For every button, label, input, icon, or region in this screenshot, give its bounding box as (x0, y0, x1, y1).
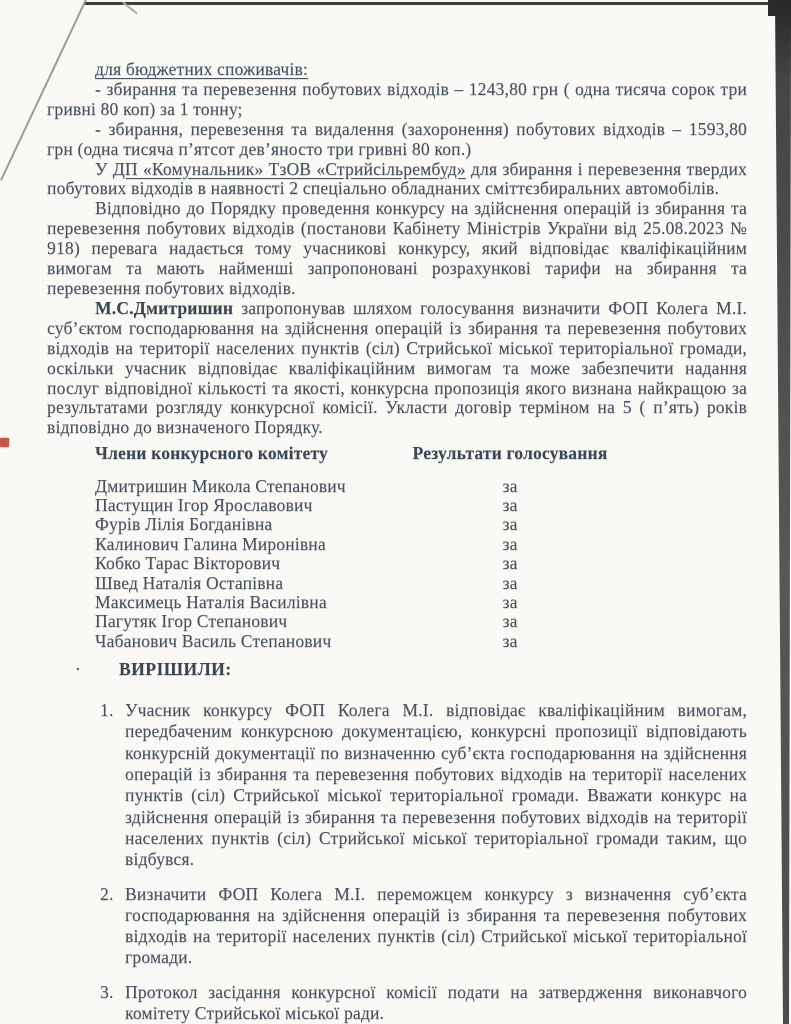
member-name: Максимець Наталія Василівна (95, 592, 327, 613)
member-name: Пагутяк Ігор Степанович (95, 611, 288, 632)
decision-number: 3. (100, 981, 114, 1002)
list-item (100, 982, 747, 1024)
member-name: Калинович Галина Миронівна (95, 533, 326, 554)
table-row (47, 496, 747, 515)
member-name: Кобко Тарас Вікторович (95, 553, 281, 574)
vote-value: за (502, 533, 518, 554)
decisions-list (100, 700, 747, 1024)
member-name: Фурів Лілія Богданівна (95, 514, 273, 535)
scan-right-edge-shadow (771, 0, 791, 1024)
vote-value: за (502, 630, 518, 651)
document-body (47, 60, 747, 1024)
vehicles-suffix: для збирання і перевезення твердих побутових відходів в наявності 2 спеціально обладнаних сміттєзбиральних автомобілів. (47, 158, 747, 199)
decision-text: Визначити ФОП Колега М.І. переможцем конкурсу з визначення суб’єкта господарювання на здійснення операцій із збирання та перевезення побутових відходів на території населених пунктів (сіл) Стрийської міської територіальної громади. (125, 883, 747, 968)
table-row (47, 535, 747, 554)
table-row (47, 477, 747, 496)
voting-table (47, 444, 747, 651)
member-name: Пастущин Ігор Ярославович (95, 495, 313, 516)
proposal-paragraph (47, 299, 747, 438)
decision-number: 2. (100, 883, 114, 904)
table-row (47, 632, 747, 651)
column-header-members: Члени конкурсного комітету (95, 443, 328, 464)
voting-table-header (47, 444, 747, 463)
vote-value: за (502, 495, 518, 516)
vehicles-prefix: У (95, 158, 113, 179)
table-row (47, 574, 747, 593)
member-name: Чабанович Василь Степанович (95, 630, 332, 651)
red-margin-mark (0, 438, 9, 447)
vote-value: за (502, 475, 518, 496)
section-heading (47, 60, 747, 80)
vote-value: за (502, 553, 518, 574)
scan-top-edge-line (84, 2, 785, 5)
vote-value: за (502, 611, 518, 632)
section-heading-text: для бюджетних споживачів: (95, 59, 308, 79)
table-row (47, 515, 747, 534)
table-row (47, 612, 747, 631)
member-name: Дмитришин Микола Степанович (95, 475, 346, 496)
tariff-item-disposal: - збирання, перевезення та видалення (захоронення) побутових відходів – 1593,80 грн (одна тисяча п’ятсот дев’яносто три гривні 80 коп.) (47, 118, 747, 159)
bullet-dot: · (75, 659, 82, 680)
decision-number: 1. (100, 700, 114, 721)
decided-heading: ВИРІШИЛИ: (119, 659, 232, 680)
tariff-item-collection: - збирання та перевезення побутових відходів – 1243,80 грн ( одна тисяча сорок три гривні 80 коп) за 1 тонну; (47, 78, 747, 119)
vote-value: за (502, 572, 518, 593)
table-row (47, 593, 747, 612)
speaker-name: М.С.Дмитришин (95, 297, 234, 318)
decision-text: Протокол засідання конкурсної комісії подати на затвердження виконавчого комітету Стрийської міської ради. (125, 981, 747, 1024)
vote-value: за (502, 592, 518, 613)
proposal-text: запропонував шляхом голосування визначити ФОП Колега М.І. суб’єктом господарювання на здійснення операцій із збирання та перевезення побутових відходів на території населених пунктів (сіл) Стрийської міської територіальної громади, оскільки учасник відповідає кваліфікаційним вимогам та може забезпечити надання послуг відповідної кількості та якості, конкурсна пропозиція якого визнана найкращою за результатами розгляду конкурсної комісії. Укласти договір терміном на 5 ( п’ять) років відповідно до визначеного Порядку. (47, 297, 747, 438)
company-names-underlined: ДП «Комунальник» ТзОВ «Стрийсільрембуд» (112, 158, 466, 179)
member-name: Швед Наталія Остапівна (95, 572, 284, 593)
list-item (100, 700, 747, 870)
order-paragraph: Відповідно до Порядку проведення конкурсу на здійснення операцій із збирання та перевезення побутових відходів (постанови Кабінету Міністрів України від 25.08.2023 № 918) перевага надається тому учасникові конкурсу, який відповідає кваліфікаційним вимогам та мають найменші запропоновані розрахункові тарифи на збирання та перевезення побутових відходів. (47, 198, 747, 298)
vote-value: за (502, 514, 518, 535)
list-item (100, 884, 747, 969)
decision-text: Учасник конкурсу ФОП Колега М.І. відповідає кваліфікаційним вимогам, передбаченим конкурсною документацією, конкурсні пропозиції відповідають конкурсній документації по визначенню суб’єкта господарювання на здійснення операцій із збирання та перевезення побутових відходів на території населених пунктів (сіл) Стрийської міської територіальної громади. Вважати конкурс на здійснення операцій із збирання та перевезення побутових відходів на території населених пунктів (сіл) Стрийської міської територіальної громади таким, що відбувся. (125, 700, 747, 870)
table-row (47, 554, 747, 573)
vehicles-paragraph (47, 160, 747, 200)
decided-heading-row (47, 660, 747, 680)
column-header-results: Результати голосування (412, 443, 608, 464)
